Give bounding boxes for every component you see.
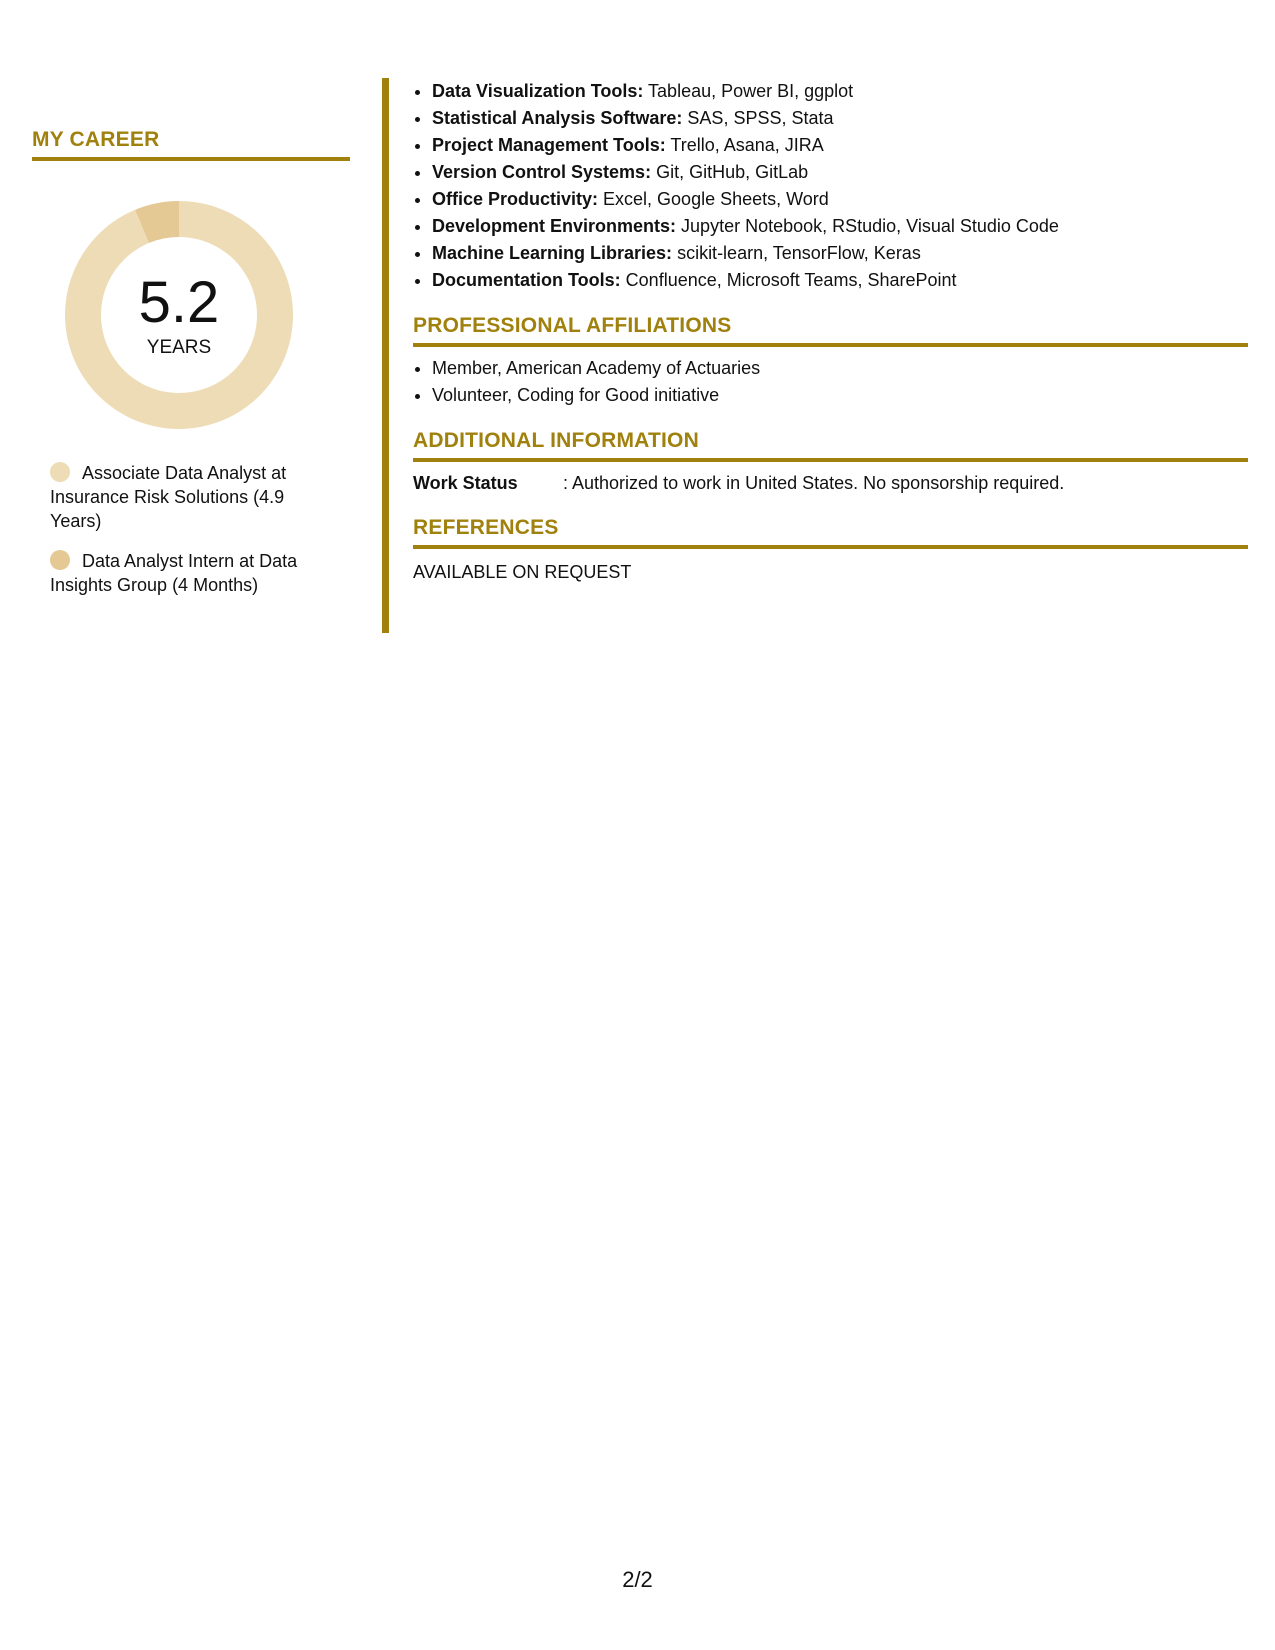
list-item bbox=[432, 240, 1248, 267]
career-donut-chart bbox=[65, 201, 293, 429]
affiliations-list bbox=[413, 355, 1248, 409]
affiliations-section-title: PROFESSIONAL AFFILIATIONS bbox=[413, 314, 1248, 347]
total-years-unit: YEARS bbox=[146, 337, 212, 358]
list-item: • Volunteer, Coding for Good initiative bbox=[432, 382, 1248, 409]
career-legend bbox=[32, 461, 350, 597]
skill-label: Statistical Analysis Software: bbox=[432, 108, 683, 128]
skill-value: Git, GitHub, GitLab bbox=[651, 162, 809, 182]
additional-info-section-title: ADDITIONAL INFORMATION bbox=[413, 429, 1248, 462]
career-section-title: MY CAREER bbox=[32, 128, 350, 161]
page-number: 2/2 bbox=[622, 1567, 653, 1592]
list-item bbox=[432, 186, 1248, 213]
list-item bbox=[432, 132, 1248, 159]
legend-item bbox=[50, 461, 320, 533]
column-divider bbox=[382, 78, 389, 633]
list-item bbox=[432, 159, 1248, 186]
skill-label: Data Visualization Tools: bbox=[432, 81, 644, 101]
skills-list bbox=[413, 78, 1248, 294]
references-section-title: REFERENCES bbox=[413, 516, 1248, 549]
work-status-row bbox=[413, 470, 1248, 496]
references-text: AVAILABLE ON REQUEST bbox=[413, 562, 632, 582]
list-item bbox=[432, 267, 1248, 294]
skill-value: Excel, Google Sheets, Word bbox=[598, 189, 829, 209]
skill-label: Development Environments: bbox=[432, 216, 677, 236]
skill-label: Machine Learning Libraries: bbox=[432, 243, 673, 263]
legend-dot-icon bbox=[50, 550, 70, 570]
list-item bbox=[432, 213, 1248, 240]
skill-label: Version Control Systems: bbox=[432, 162, 652, 182]
work-status-value: : Authorized to work in United States. No sponsorship required. bbox=[563, 473, 1065, 493]
list-item: • Member, American Academy of Actuaries bbox=[432, 355, 1248, 382]
skill-label: Office Productivity: bbox=[432, 189, 599, 209]
list-item bbox=[432, 78, 1248, 105]
skill-value: SAS, SPSS, Stata bbox=[682, 108, 834, 128]
total-years-value: 5.2 bbox=[138, 270, 220, 335]
details-panel bbox=[413, 78, 1248, 585]
skill-value: Confluence, Microsoft Teams, SharePoint bbox=[620, 270, 957, 290]
skill-value: Jupyter Notebook, RStudio, Visual Studio Code bbox=[676, 216, 1059, 236]
skill-label: Project Management Tools: bbox=[432, 135, 666, 155]
skill-value: scikit-learn, TensorFlow, Keras bbox=[672, 243, 921, 263]
work-status-label: Work Status bbox=[413, 473, 518, 493]
skill-value: Tableau, Power BI, ggplot bbox=[643, 81, 854, 101]
legend-label: Associate Data Analyst at Insurance Risk Solutions (4.9 Years) bbox=[50, 463, 287, 531]
list-item bbox=[432, 105, 1248, 132]
donut-center bbox=[65, 201, 293, 429]
skill-label: Documentation Tools: bbox=[432, 270, 621, 290]
legend-label: Data Analyst Intern at Data Insights Group (4 Months) bbox=[50, 551, 298, 595]
career-panel bbox=[32, 60, 350, 613]
legend-item bbox=[50, 549, 320, 597]
skill-value: Trello, Asana, JIRA bbox=[665, 135, 824, 155]
legend-dot-icon bbox=[50, 462, 70, 482]
